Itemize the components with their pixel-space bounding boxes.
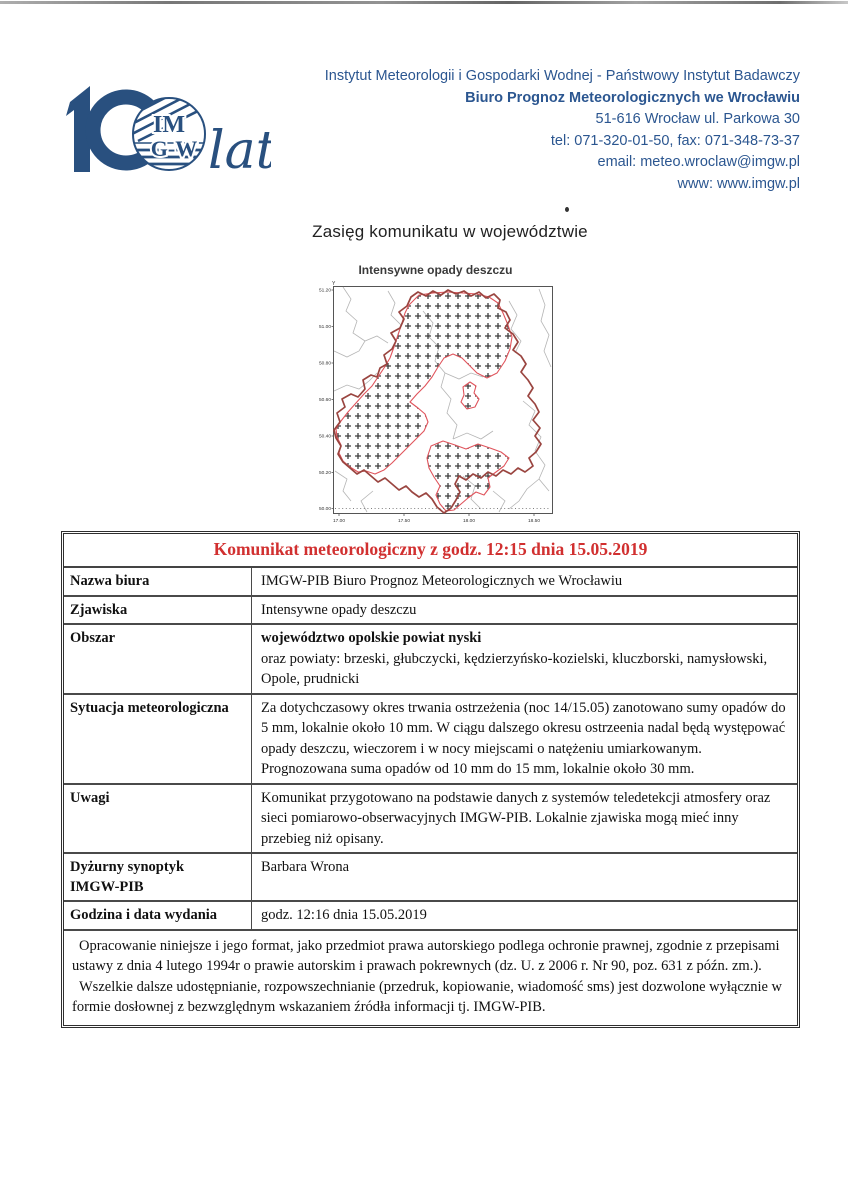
scan-artifact-dot — [565, 207, 569, 212]
row-value-synoptyk: Barbara Wrona — [261, 859, 350, 875]
table-row — [64, 902, 797, 931]
row-value-sytuacja: Za dotychczasowy okres trwania ostrzeżenia (noc 14/15.05) zanotowano sumy opadów do 5 mm, lokalnie około 10 mm. W ciągu dalszego okresu ostrzeenia nadal będą występować opady deszczu, wieczorem i w nocy miejscami o natężeniu umiarkowanym. Prognozowana suma opadów od 10 mm do 15 mm, lokalnie około 30 mm. — [261, 699, 786, 777]
table-row — [64, 625, 797, 695]
imgw-100lat-logo — [56, 72, 271, 186]
map-x-tick: 18.50 — [527, 519, 541, 524]
website-line: www: www.imgw.pl — [677, 175, 800, 192]
synoptyk-label-line1: Dyżurny synoptyk — [70, 859, 185, 875]
obszar-bold-line: województwo opolskie powiat nyski — [261, 630, 482, 646]
copyright-paragraph-1: Opracowanie niniejsze i jego format, jako przedmiot prawa autorskiego podlega ochronie prawnej, zgodnie z przepisami ustawy z dnia 4 lutego 1994r o prawie autorskim i prawach pokrewnych (dz. U. z 2006 r. Nr 90, poz. 631 z późn. zm.). — [72, 937, 780, 974]
section-title: Zasięg komunikatu w województwie — [312, 222, 588, 241]
map-y-tick: 50.20 — [318, 471, 331, 476]
row-label-godzina: Godzina i data wydania — [64, 902, 252, 929]
row-label-nazwa-biura: Nazwa biura — [64, 568, 252, 595]
row-value-obszar — [252, 625, 797, 693]
map-x-ticks — [333, 514, 540, 525]
map-y-tick: 50.80 — [318, 361, 331, 367]
map-y-tick: 51.00 — [318, 325, 331, 330]
map-x-tick: 17.00 — [332, 519, 346, 524]
map-caption: Intensywne opady deszczu — [358, 263, 513, 277]
row-value-godzina: godz. 12:16 dnia 15.05.2019 — [261, 907, 427, 923]
warning-extent-map — [313, 281, 558, 533]
row-label-uwagi: Uwagi — [64, 785, 252, 853]
logo-im-text: IM — [153, 112, 185, 138]
phone-fax-line: tel: 071-320-01-50, fax: 071-348-73-37 — [550, 132, 800, 149]
map-y-tick: 50.60 — [318, 398, 331, 403]
row-label-zjawiska: Zjawiska — [64, 597, 252, 624]
table-title: Komunikat meteorologiczny z godz. 12:15 dnia 15.05.2019 — [64, 534, 797, 568]
map-y-axis-label: Y — [332, 281, 336, 287]
row-value-uwagi: Komunikat przygotowano na podstawie danych z systemów teledetekcji atmosfery oraz sieci pomiarowo-obserwacyjnych IMGW-PIB. Lokalnie zjawiska mogą mieć inny przebieg niż opisany. — [261, 789, 771, 847]
table-row — [64, 854, 797, 902]
copyright-note — [64, 931, 797, 1025]
map-y-tick: 50.40 — [318, 434, 331, 440]
row-value-zjawiska: Intensywne opady deszczu — [261, 601, 417, 618]
org-name-line: Instytut Meteorologii i Gospodarki Wodnej - Państwowy Instytut Badawczy — [324, 68, 800, 84]
table-row — [64, 785, 797, 855]
map-y-tick: 51.20 — [318, 288, 331, 294]
row-value-nazwa-biura: IMGW-PIB Biuro Prognoz Meteorologicznych we Wrocławiu — [261, 573, 623, 589]
map-x-tick: 18.00 — [462, 519, 476, 524]
copyright-paragraph-2: Wszelkie dalsze udostępnianie, rozpowszechnianie (przedruk, kopiowanie, wiadomość sms) jest dozwolone wyłącznie w formie dosłownej z bezwzględnym wskazaniem źródła informacji tj. IMGW-PIB. — [72, 978, 783, 1015]
row-label-synoptyk — [64, 854, 252, 900]
map-y-tick: 50.00 — [318, 507, 331, 512]
row-label-obszar: Obszar — [64, 625, 252, 693]
address-line: 51-616 Wrocław ul. Parkowa 30 — [595, 111, 800, 127]
table-row — [64, 568, 797, 597]
meteo-communication-table — [61, 531, 800, 1028]
logo-lat-text: lat — [208, 121, 271, 181]
logo-gw-text: G-W — [150, 136, 198, 161]
map-figure-icon — [313, 281, 558, 533]
table-row — [64, 695, 797, 785]
letterhead — [280, 66, 800, 195]
obszar-powiaty-line: oraz powiaty: brzeski, głubczycki, kędzierzyńsko-kozielski, kluczborski, namysłowski, Opole, prudnicki — [261, 650, 768, 687]
scan-artifact-top-line — [0, 1, 848, 4]
imgw-logo-icon — [56, 72, 271, 186]
bureau-name-line: Biuro Prognoz Meteorologicznych we Wrocławiu — [465, 89, 800, 106]
row-label-sytuacja: Sytuacja meteorologiczna — [64, 695, 252, 783]
email-line: email: meteo.wroclaw@imgw.pl — [597, 154, 800, 170]
map-y-ticks — [319, 288, 334, 513]
map-x-tick: 17.50 — [397, 519, 411, 524]
table-row — [64, 597, 797, 626]
synoptyk-label-line2: IMGW-PIB — [70, 879, 144, 895]
